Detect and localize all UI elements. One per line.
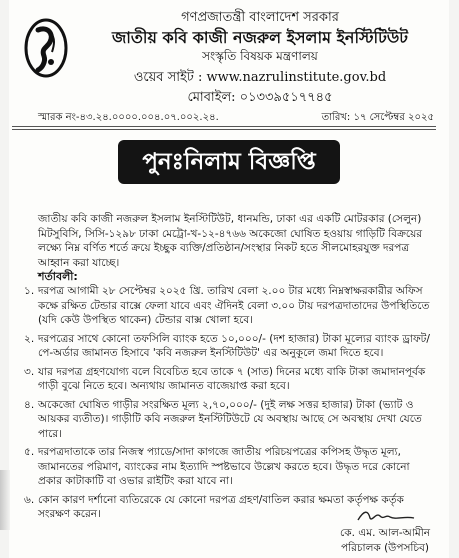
term-number: ৩. (24, 365, 35, 378)
term-number: ৬. (24, 493, 35, 506)
reference-line (38, 110, 434, 127)
intro-paragraph: জাতীয় কবি কাজী নজরুল ইসলাম ইনস্টিটিউট, ধানমন্ডি, ঢাকা এর একটি মোটরকার (সেলুন) মিটসুবিসি, সিসি-১২৯৮ ঢাকা মেট্রো-খ-১২-৪৭৬৬ অকেজো ঘোষিত হওয়ায় গাড়িটি বিক্রয়ের লক্ষ্যে নিম্ন বর্ণিত শর্তে ক্রয়ে ইচ্ছুক ব্যক্তি/প্রতিষ্ঠান/সংস্থার নিকট হতে সীলমোহরযুক্ত দরপত্র আহ্বান করা যাচ্ছে। (38, 213, 423, 269)
institute-logo-icon (24, 18, 68, 78)
signature-mark (356, 508, 416, 524)
memo-number: স্মারক নং-৪৩.২৪.০০০০.০০৪.০৭.০০২.২৪. (38, 112, 219, 123)
terms-list (24, 284, 434, 526)
list-item (24, 398, 434, 442)
notice-banner: পুনঃনিলাম বিজ্ঞপ্তি (118, 140, 340, 184)
term-text: দরপত্রের সাথে কোনো তফসিলি ব্যাংক হতে ১০,০০০/- (দশ হাজার) টাকা মূল্যের ব্যাংক ড্রাফট/ পে-অর্ডার জামানত হিসাবে 'কবি নজরুল ইনস্টিটিউট' এর অনুকূলে জমা দিতে হবে। (38, 332, 430, 359)
list-item (24, 284, 434, 328)
term-text: দরপত্রদাতাকে তার নিজস্ব প্যাডে/সাদা কাগজে জাতীয় পরিচয়পত্রের কপিসহ উদ্ধৃত মূল্য, জামানতের পরিমাণ, ব্যাংকের নাম ইত্যাদি স্পষ্টভাবে উল্লেখ করতে হবে। উদ্ধৃত দরে কোনো প্রকার কাটাকাটি বা ওভার রাইটিং করা যাবে না। (38, 446, 410, 487)
term-text: যার দরপত্র গ্রহণযোগ্য বলে বিবেচিত হবে তাকে ৭ (সাত) দিনের মধ্যে বাকি টাকা জমাদানপূর্বক গাড়ী বুঝে নিতে হবে। অন্যথায় জামানত বাজেয়াপ্ত করা হবে। (38, 365, 426, 392)
ministry-name: সংস্কৃতি বিষয়ক মন্ত্রণালয় (202, 49, 318, 63)
website-line: ওয়েব সাইট : www.nazrulinstitute.gov.bd (133, 70, 387, 85)
term-text: অকেজো ঘোষিত গাড়ীর সংরক্ষিত মূল্য ২,৭০,০০০/- (দুই লক্ষ সত্তর হাজার) টাকা (ভ্যাট ও আয়কর ব্যতীত)। গাড়ীটি কবি নজরুল ইনস্টিটিউটে যে অবস্থায় আছে সে অবস্থায় দেখা যেতে পারে। (38, 398, 422, 440)
term-number: ৫. (24, 446, 35, 458)
signatory-name: কে. এম. আল-আমীন (340, 527, 430, 539)
institute-name: জাতীয় কবি কাজী নজরুল ইসলাম ইনস্টিটিউট (111, 28, 409, 47)
list-item (24, 445, 434, 489)
term-number: ২. (24, 332, 35, 345)
list-item (24, 332, 434, 361)
terms-heading: শর্তাবলী: (38, 270, 78, 283)
notice-date: তারিখ: ১৭ সেপ্টেম্বর ২০২৫ (321, 112, 434, 123)
term-text: দরপত্র আগামী ২৮ সেপ্টেম্বর ২০২৫ খ্রি. তারিখ বেলা ২.০০ টার মধ্যে নিম্নস্বাক্ষরকারীর অফিস কক্ষে রক্ষিত টেন্ডার বাক্সে ফেলা যাবে এবং ঐদিনই বেলা ৩.০০ টায় দরপত্রদাতাদের উপস্থিতিতে (যদি কেউ উপস্থিত থাকেন) টেন্ডার বাক্স খোলা হবে। (38, 285, 430, 326)
signatory-title: পরিচালক (উপসচিব) (340, 542, 430, 554)
government-title: গণপ্রজাতন্ত্রী বাংলাদেশ সরকার (181, 10, 339, 25)
page-edge-shadow (0, 470, 10, 530)
divider (12, 126, 436, 127)
term-number: ৪. (24, 398, 35, 411)
term-number: ১. (24, 285, 35, 297)
list-item (24, 365, 434, 394)
term-text: কোন কারণ দর্শানো ব্যতিরেকে যে কোনো দরপত্র গ্রহণ/বাতিল করার ক্ষমতা কর্তৃপক্ষ কর্তৃক সংরক্ষণ করেন। (38, 493, 404, 520)
mobile-line: মোবাইল: ০১৩৩৯৫১৭৭৪৫ (187, 90, 333, 105)
divider (12, 129, 436, 130)
